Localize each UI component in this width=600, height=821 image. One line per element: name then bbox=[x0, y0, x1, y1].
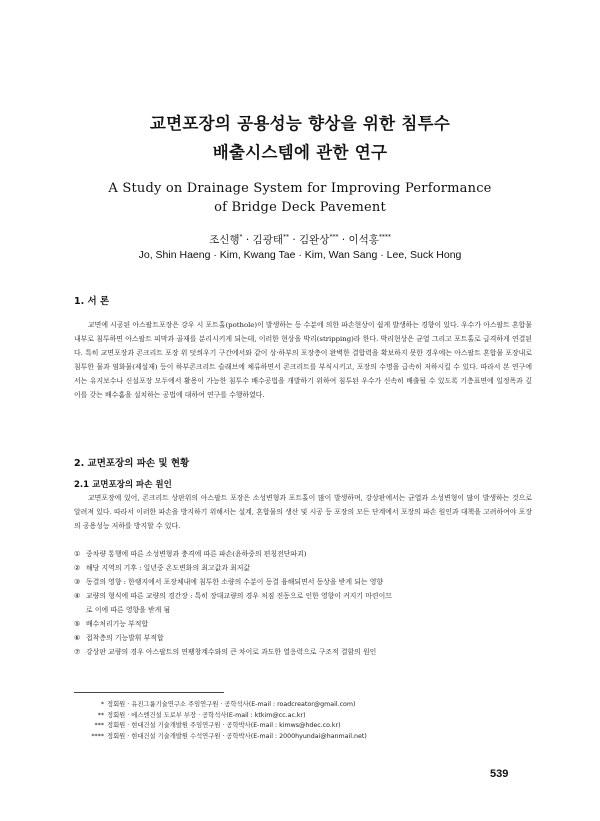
list-item bbox=[74, 589, 532, 603]
damage-cause-list bbox=[74, 547, 532, 659]
section-1-paragraph: 교면에 시공된 아스팔트포장은 강우 시 포트홀(pothole)이 발생하는 등 수분에 의한 파손현상이 쉽게 발생하는 경향이 있다. 우수가 아스팔트 혼합물 내부로 침투하면 아스팔트 피막과 골재를 분리시키게 되는데, 이러한 현상을 박리(stripping)라 한다. 박리현상은 균열 그리고 포트홀로 급격하게 연결된다. 특히 교면포장과 콘크리트 포장 위 덧씌우기 구간에서와 같이 상·하부의 포장층이 완벽한 결합력을 확보하지 못한 경우에는 아스팔트 혼합물 포장내로 침투한 물과 염화물(제설재) 등이 하부콘크리트 슬래브에 체류하면서 콘크리트를 부식시키고, 포장의 수명을 급속히 저하시킬 수 있다. 따라서 본 연구에서는 유지보수나 신설포장 모두에서 활용이 가능한 침투수 배수공법을 개발하기 위하여 침투된 우수가 신속히 배출될 수 있도록 기층표면에 일정폭과 깊이를 갖는 배수홈을 설치하는 공법에 대하여 연구를 수행하였다. bbox=[74, 321, 532, 399]
footnote bbox=[86, 711, 367, 722]
footnote bbox=[86, 700, 367, 711]
authors-english: Jo, Shin Haeng · Kim, Kwang Tae · Kim, Wan Sang · Lee, Suck Hong bbox=[138, 249, 462, 261]
list-item-text: 동결의 영향 : 한랭지에서 포장체내에 침투한 소량의 수분이 동결 융해되면서 동상을 받게 되는 영향 bbox=[86, 578, 384, 586]
list-item-number: ① bbox=[74, 550, 81, 558]
footnote-text: 정회원 · 현대건설 기술개발원 주임연구원 · 공학박사(E-mail : kimws@hdec.co.kr) bbox=[107, 722, 341, 729]
list-item-number: ⑥ bbox=[74, 634, 81, 642]
title-english-line1: A Study on Drainage System for Improving Performance bbox=[108, 181, 492, 196]
section-1-heading: 1. 서 론 bbox=[74, 296, 110, 307]
title-korean-line2: 배출시스템에 관한 연구 bbox=[212, 143, 388, 162]
author-separator: · bbox=[288, 234, 299, 246]
title-english-line2: of Bridge Deck Pavement bbox=[214, 200, 386, 215]
author-3-mark: *** bbox=[329, 233, 339, 241]
list-item bbox=[74, 631, 532, 645]
author-4-mark: **** bbox=[378, 233, 391, 241]
subsection-2-1-paragraph: 교면포장에 있어, 콘크리트 상판위의 아스팔트 포장은 소성변형과 포트홀이 많이 발생하며, 강상판에서는 균열과 소성변형이 많이 발생하는 것으로 알려져 있다. 따라서 이러한 파손을 방지하기 위해서는 설계, 혼합물의 생산 및 시공 등 포장의 모든 단계에서 포장의 파손 원인과 대책을 고려하여야 포장의 공용성능 저하를 방지할 수 있다. bbox=[74, 494, 532, 530]
author-separator: · bbox=[242, 234, 253, 246]
list-item bbox=[74, 617, 532, 631]
list-item bbox=[74, 603, 532, 617]
list-item-text: 교량의 형식에 따른 교량의 경간장 : 특히 장대교량의 경우 처짐 진동으로 인한 영향이 커지기 마련이므 bbox=[86, 592, 392, 600]
list-item-number: ⑦ bbox=[74, 648, 81, 656]
list-item bbox=[74, 575, 532, 589]
author-1: 조신행 bbox=[209, 234, 240, 246]
footnote-text: 정회원 · 현대건설 기술개발원 수석연구원 · 공학박사(E-mail : 2000hyundai@hanmail.net) bbox=[107, 732, 367, 740]
list-item bbox=[74, 561, 532, 575]
footnote-mark: ** bbox=[97, 711, 104, 719]
author-1-mark: * bbox=[239, 233, 243, 241]
footnotes bbox=[86, 700, 367, 742]
list-item-number: ③ bbox=[74, 578, 81, 586]
footnote bbox=[86, 732, 367, 743]
list-item-text: 배수처리기능 부적합 bbox=[86, 620, 149, 628]
footnote bbox=[86, 721, 367, 732]
list-item-number: ② bbox=[74, 564, 81, 572]
author-2-mark: ** bbox=[282, 233, 289, 241]
list-item-text: 해당 지역의 기후 : 일년중 온도변화의 최고값과 최저값 bbox=[86, 564, 251, 572]
list-item-text: 강상판 교량의 경우 아스팔트의 연팽창계수와의 큰 차이로 과도한 열응력으로 구조적 결함의 원인 bbox=[86, 648, 377, 656]
list-item-number: ④ bbox=[74, 592, 81, 600]
subsection-2-1-heading: 2.1 교면포장의 파손 원인 bbox=[74, 480, 172, 490]
list-item-text: 접착층의 기능발휘 부적합 bbox=[86, 634, 164, 642]
list-item-text: 중차량 통행에 따른 소성변형과 충격에 따른 파손(윤하중의 편칭전단파괴) bbox=[86, 550, 307, 558]
footnote-divider bbox=[74, 692, 224, 693]
footnote-mark: * bbox=[100, 701, 104, 708]
author-4: 이석홍 bbox=[348, 234, 379, 246]
author-3: 김완상 bbox=[299, 234, 330, 246]
list-item bbox=[74, 645, 532, 659]
list-item bbox=[74, 547, 532, 561]
footnote-mark: **** bbox=[91, 732, 104, 740]
footnote-text: 정회원 · 유진그룹기술연구소 주임연구원 · 공학석사(E-mail : roadcreator@gmail.com) bbox=[107, 701, 356, 708]
authors-korean bbox=[0, 232, 600, 247]
footnote-mark: *** bbox=[94, 722, 104, 729]
list-item-number: ⑤ bbox=[74, 620, 81, 628]
author-2: 김광태 bbox=[252, 234, 283, 246]
title-korean-line1: 교면포장의 공용성능 향상을 위한 침투수 bbox=[149, 114, 451, 133]
list-item-text: 로 이에 따른 영향을 받게 됨 bbox=[86, 606, 171, 614]
author-separator: · bbox=[338, 234, 349, 246]
page-number: 539 bbox=[490, 768, 509, 780]
section-2-heading: 2. 교면포장의 파손 및 현황 bbox=[74, 458, 190, 469]
footnote-text: 정회원 · 에스엔건설 도로부 부장 · 공학석사(E-mail : ktkim@cc.ac.kr) bbox=[107, 711, 306, 719]
